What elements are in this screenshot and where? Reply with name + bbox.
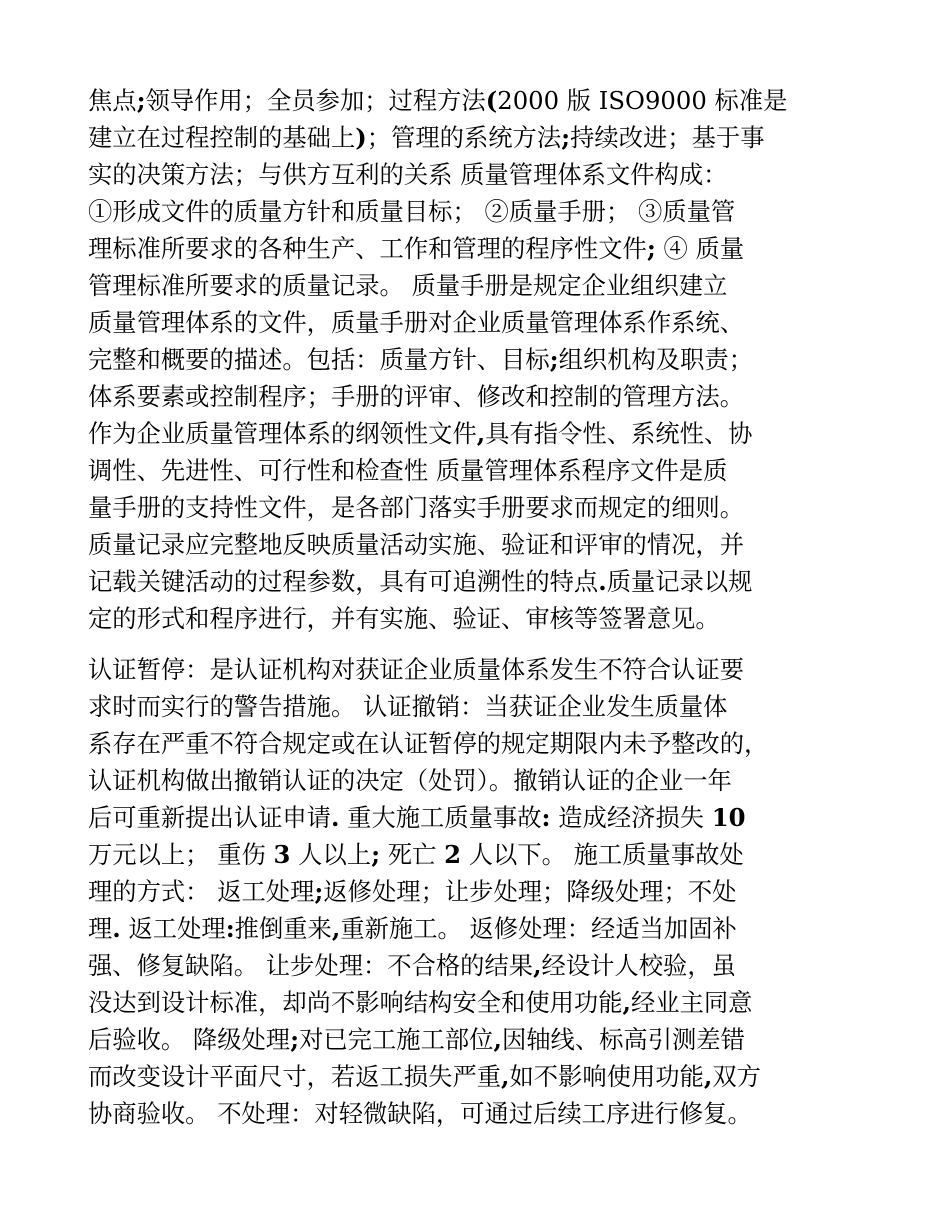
text-run: 建立在过程控制的基础上 [88, 123, 356, 152]
bold-text-run: , [703, 1062, 713, 1091]
bold-text-run: 2 [444, 840, 461, 869]
text-line [88, 600, 863, 637]
bold-text-run: ; [136, 86, 146, 115]
text-run: ④ 质量 [655, 234, 745, 263]
text-run: 记载关键活动的过程参数，具有可追溯性的特点 [88, 567, 599, 596]
text-line [88, 984, 863, 1021]
bold-text-run: ; [561, 123, 571, 152]
text-run: 理的方式： 返工处理 [88, 877, 315, 906]
text-run: 返修处理；让步处理；降级处理；不处 [323, 877, 737, 906]
bold-text-run: ; [549, 345, 559, 374]
text-run: 造成经济损失 [550, 803, 712, 832]
text-run: 具有指令性、系统性、协 [485, 419, 753, 448]
text-line [88, 415, 863, 452]
text-line [88, 304, 863, 341]
paragraph-certification-and-accidents [88, 651, 863, 1132]
text-line [88, 1095, 863, 1132]
text-run: ；管理的系统方法 [366, 123, 562, 152]
text-run: 系存在严重不符合规定或在认证暂停的规定期限内未予整改的， [88, 729, 769, 758]
bold-text-run: , [622, 988, 631, 1017]
text-line [88, 230, 863, 267]
text-run: 重新施工。 返修处理：经适当加固补 [340, 914, 737, 943]
text-line [88, 725, 863, 762]
text-line [88, 836, 863, 873]
bold-text-run: : [225, 914, 235, 943]
text-run: 因轴线、标高引测差错 [501, 1025, 745, 1054]
text-run: 经设计人校验，虽 [541, 951, 736, 980]
bold-text-run: ; [371, 840, 381, 869]
text-run: 量手册的支持性文件，是各部门落实手册要求而规定的细则。 [88, 493, 745, 522]
bold-text-run: : [541, 803, 551, 832]
text-run: 后可重新提出认证申请 [88, 803, 331, 832]
text-line [88, 873, 863, 910]
text-run: 领导作用；全员参加；过程方法 [145, 86, 486, 115]
text-run: 理标准所要求的各种生产、工作和管理的程序性文件 [88, 234, 647, 263]
text-line [88, 651, 863, 688]
text-run: 体系要素或控制程序；手册的评审、修改和控制的管理方法。 [88, 382, 745, 411]
text-line [88, 947, 863, 984]
text-run: 质量记录以规 [606, 567, 753, 596]
text-run: 质量管理体系的文件，质量手册对企业质量管理体系作系统、 [88, 308, 745, 337]
text-run: 万元以上； 重伤 [88, 840, 274, 869]
text-line [88, 156, 863, 193]
bold-text-run: , [476, 419, 486, 448]
bold-text-run: . [598, 567, 607, 596]
text-run: 焦点 [88, 86, 137, 115]
text-run: 返工处理 [120, 914, 226, 943]
bold-text-run: , [501, 1062, 510, 1091]
text-run: 定的形式和程序进行，并有实施、验证、审核等签署意见。 [88, 604, 720, 633]
bold-text-run: ) [355, 123, 367, 152]
text-line [88, 341, 863, 378]
text-line [88, 489, 863, 526]
text-line [88, 1021, 863, 1058]
text-line [88, 82, 863, 119]
text-run: 协商验收。 不处理：对轻微缺陷，可通过后续工序进行修复。 [88, 1099, 752, 1128]
bold-text-run: 10 [711, 803, 746, 832]
text-line [88, 378, 863, 415]
text-line [88, 563, 863, 600]
bold-text-run: . [112, 914, 121, 943]
text-run: 后验收。 降级处理 [88, 1025, 291, 1054]
document-page [88, 82, 863, 1132]
text-line [88, 452, 863, 489]
text-line [88, 267, 863, 304]
text-line [88, 910, 863, 947]
text-run: 持续改进；基于事 [570, 123, 765, 152]
text-line [88, 762, 863, 799]
text-run: 死亡 [380, 840, 445, 869]
bold-text-run: ( [485, 86, 498, 115]
text-run: 求时而实行的警告措施。 认证撤销：当获证企业发生质量体 [88, 692, 728, 721]
paragraph-quality-management [88, 82, 863, 637]
text-line [88, 799, 863, 836]
text-run: 实的决策方法；与供方互利的关系 质量管理体系文件构成： [88, 160, 728, 189]
text-run: 经业主同意 [631, 988, 753, 1017]
text-run: 质量记录应完整地反映质量活动实施、验证和评审的情况，并 [88, 530, 745, 559]
bold-text-run: ; [314, 877, 324, 906]
bold-text-run: , [533, 951, 542, 980]
text-run: 认证机构做出撤销认证的决定（处罚）。撤销认证的企业一年 [88, 766, 732, 795]
text-run: 双方 [712, 1062, 761, 1091]
bold-text-run: . [330, 803, 340, 832]
text-run: 人以上 [290, 840, 372, 869]
text-run: 重大施工质量事故 [339, 803, 542, 832]
text-run: 人以下。 施工质量事故处 [461, 840, 744, 869]
bold-text-run: , [331, 914, 341, 943]
text-run: 完整和概要的描述。包括：质量方针、目标 [88, 345, 550, 374]
text-run: 作为企业质量管理体系的纲领性文件 [88, 419, 477, 448]
text-line [88, 1058, 863, 1095]
text-line [88, 119, 863, 156]
text-run: 没达到设计标准，却尚不影响结构安全和使用功能 [88, 988, 623, 1017]
text-run: 管理标准所要求的质量记录。 质量手册是规定企业组织建立 [88, 271, 728, 300]
text-run: 2000 版 ISO9000 标准是 [497, 86, 788, 115]
bold-text-run: ; [290, 1025, 300, 1054]
text-run: ①形成文件的质量方针和质量目标； ②质量手册； ③质量管 [88, 197, 736, 226]
text-line [88, 526, 863, 563]
text-run: 理 [88, 914, 113, 943]
text-line [88, 688, 863, 725]
text-run: 对已完工施工部位 [299, 1025, 494, 1054]
bold-text-run: ; [646, 234, 656, 263]
text-line [88, 193, 863, 230]
text-run: 认证暂停：是认证机构对获证企业质量体系发生不符合认证要 [88, 655, 745, 684]
bold-text-run: , [493, 1025, 502, 1054]
text-run: 而改变设计平面尺寸，若返工损失严重 [88, 1062, 502, 1091]
text-run: 如不影响使用功能 [509, 1062, 704, 1091]
text-run: 调性、先进性、可行性和检查性 质量管理体系程序文件是质 [88, 456, 728, 485]
text-run: 组织机构及职责； [558, 345, 753, 374]
bold-text-run: 3 [273, 840, 291, 869]
text-run: 推倒重来 [234, 914, 332, 943]
text-run: 强、修复缺陷。 让步处理：不合格的结果 [88, 951, 534, 980]
